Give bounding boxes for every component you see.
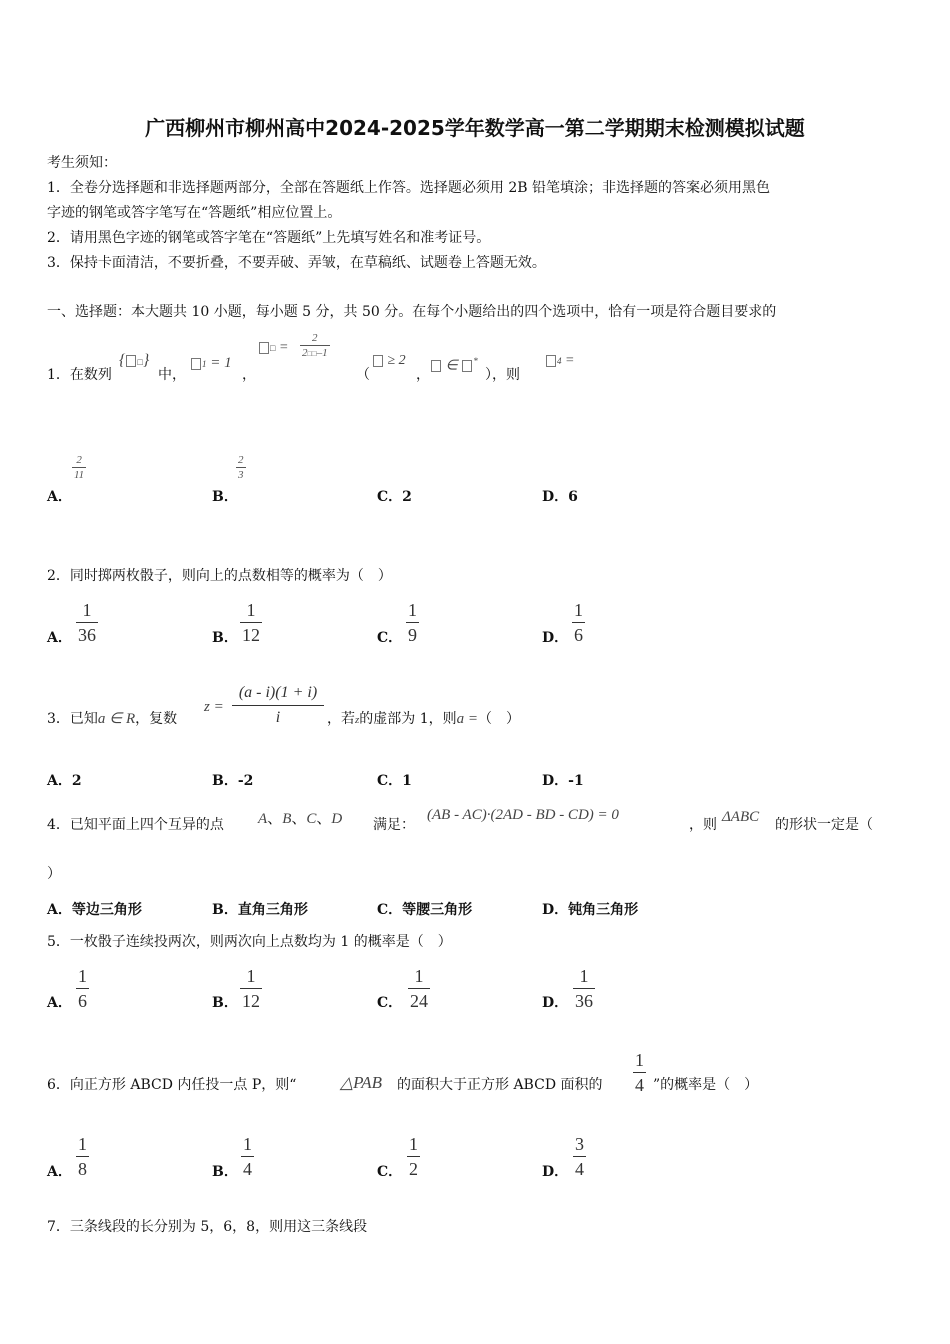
notice-line-1a: 1．全卷分选择题和非选择题两部分，全部在答题纸上作答。选择题必须用 2B 铅笔填涂；非选择题的答案必须用黑色 [47,180,770,196]
question-2: 2．同时掷两枚骰子，则向上的点数相等的概率为（ ） [47,568,392,584]
question-number: 3． [47,711,70,727]
placeholder-glyph-icon [373,355,383,367]
formula-sequence: { □} [119,352,150,369]
option-b[interactable]: B． [212,630,238,646]
option-c-fraction: 1 24 [410,966,428,1011]
option-c-fraction: 1 2 [409,1134,418,1179]
notice-heading: 考生须知： [47,155,117,171]
option-d[interactable]: D．钝角三角形 [542,902,639,918]
option-b-fraction: 2 3 [238,454,244,481]
option-a-fraction: 1 6 [78,966,87,1011]
option-d[interactable]: D． [542,995,569,1011]
option-d[interactable]: D． [542,1164,569,1180]
question-4: 4．已知平面上四个互异的点 [47,817,224,833]
question-text: ， [242,367,256,383]
question-4-text: 的形状一定是（ [775,817,873,833]
question-6-text: ”的概率是（ ） [653,1077,759,1093]
option-c[interactable]: C． [377,630,403,646]
formula-n-ge-2: ≥ 2 [372,352,406,370]
option-b[interactable]: B．直角三角形 [212,902,308,918]
placeholder-glyph-icon [126,355,136,367]
formula-n-in-set: ∈ * [430,352,478,376]
section-heading: 一、选择题：本大题共 10 小题，每小题 5 分，共 50 分。在每个小题给出的四个选项中，恰有一项是符合题目要求的 [47,304,777,320]
option-a-fraction: 1 36 [78,600,96,645]
option-b[interactable]: B． [212,1164,238,1180]
formula-a1: 1 = 1 [190,354,232,373]
question-text: ， [416,367,430,383]
option-c[interactable]: C．1 [377,773,412,789]
option-c[interactable]: C． [377,1164,403,1180]
option-d[interactable]: D．-1 [542,773,584,789]
option-b[interactable]: B．-2 [212,773,254,789]
formula-z-lhs: z = [204,699,224,715]
formula-z-fraction: (a - i)(1 + i) i [232,683,324,728]
formula-vector-condition: (AB - AC)·(2AD - BD - CD) = 0 [427,807,619,823]
option-c[interactable]: C．2 [377,489,412,505]
question-text: （ [356,367,370,383]
option-a[interactable]: A． [47,489,72,505]
option-b[interactable]: B． [212,995,238,1011]
option-c[interactable]: C． [377,995,403,1011]
question-text: 中， [158,367,186,383]
option-a[interactable]: A．等边三角形 [47,902,142,918]
formula-triangle-pab: △PAB [340,1073,383,1092]
question-3-text: ，若z的虚部为 1，则a =（ ） [327,711,521,727]
placeholder-glyph-icon [462,360,472,372]
formula-points: A、B、C、D [258,811,343,827]
option-d-fraction: 1 6 [574,600,583,645]
question-6-text: 的面积大于正方形 ABCD 面积的 [397,1077,603,1093]
page-title: 广西柳州市柳州高中2024-2025学年数学高一第二学期期末检测模拟试题 [145,116,805,140]
notice-line-1b: 字迹的钢笔或答字笔写在“答题纸”相应位置上。 [47,205,342,221]
question-5: 5．一枚骰子连续投两次，则两次向上点数均为 1 的概率是（ ） [47,934,452,950]
option-c[interactable]: C．等腰三角形 [377,902,473,918]
formula-an-fraction: 2 2□□–1 [302,332,328,359]
question-6: 6．向正方形 ABCD 内任投一点 P，则“ [47,1077,297,1093]
option-a[interactable]: A． [47,1164,72,1180]
option-b[interactable]: B． [212,489,238,505]
question-text: ），则 [485,367,520,383]
formula-a4: 4 = [545,352,574,370]
placeholder-glyph-icon [191,358,201,370]
question-4-text: 满足： [373,817,415,833]
placeholder-glyph-icon [546,355,556,367]
option-d[interactable]: D． [542,630,569,646]
question-3: 3．已知a ∈ R，复数 [47,711,178,727]
question-7: 7．三条线段的长分别为 5，6，8，则用这三条线段 [47,1219,368,1235]
formula-an-lhs: □ = [258,339,288,357]
option-a-fraction: 1 8 [78,1134,87,1179]
question-4-text: ） [47,866,61,882]
formula-triangle: ΔABC [722,809,760,825]
placeholder-glyph-icon [259,342,269,354]
question-1 [47,366,112,384]
placeholder-glyph-icon [431,360,441,372]
option-b-fraction: 1 12 [242,966,260,1011]
formula-quarter-fraction: 1 4 [635,1050,644,1095]
option-c-fraction: 1 9 [408,600,417,645]
option-d[interactable]: D．6 [542,489,578,505]
question-text: 在数列 [69,367,112,383]
option-d-fraction: 3 4 [575,1134,584,1179]
option-a[interactable]: A． [47,630,72,646]
option-b-fraction: 1 12 [242,600,260,645]
question-number: 1． [47,367,70,383]
option-d-fraction: 1 36 [575,966,593,1011]
option-b-fraction: 1 4 [243,1134,252,1179]
option-a[interactable]: A．2 [47,773,82,789]
question-number: 4． [47,817,70,833]
question-4-text: ，则 [689,817,717,833]
option-a[interactable]: A． [47,995,72,1011]
question-number: 6． [47,1077,70,1093]
option-a-fraction: 2 11 [74,454,85,481]
notice-line-3: 3．保持卡面清洁，不要折叠，不要弄破、弄皱，在草稿纸、试题卷上答题无效。 [47,255,546,271]
notice-line-2: 2．请用黑色字迹的钢笔或答字笔在“答题纸”上先填写姓名和准考证号。 [47,230,491,246]
